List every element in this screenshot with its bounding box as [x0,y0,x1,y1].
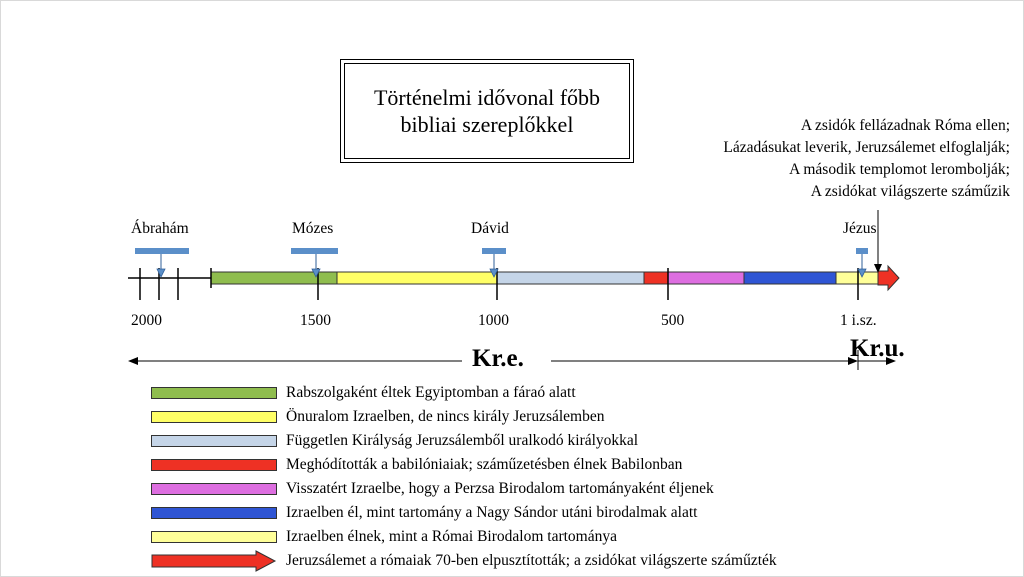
legend-swatch-judges [151,411,277,423]
legend-item [151,382,576,404]
legend-arrow-shape [152,551,275,571]
tick-label-1-isz: 1 i.sz. [840,312,877,329]
legend-text: Visszatért Izraelbe, hogy a Perzsa Birodalom tartományaként éljenek [286,480,714,497]
legend-item [151,406,604,428]
legend-text: Önuralom Izraelben, de nincs király Jeruzsálemben [286,408,605,425]
person-label-jesus: Jézus [843,220,877,237]
tick-label-2000: 2000 [131,312,162,329]
legend-text: Független Királyság Jeruzsálemből uralkodó királyokkal [286,432,639,449]
legend-text: Izraelben élnek, mint a Római Birodalom tartománya [286,528,617,545]
legend-item [151,526,617,548]
marker-bar-abraham [135,248,189,254]
period-bar-judges [337,272,497,284]
period-bar-kingdom [497,272,644,284]
legend-item [151,454,682,476]
period-arrow-destruction [878,266,899,290]
period-bar-babylon [644,272,668,284]
period-bar-persia [668,272,744,284]
note-line: A zsidók fellázadnak Róma ellen; [800,117,1010,134]
legend-swatch-arrow [151,550,277,572]
person-label-abraham: Ábrahám [131,220,189,237]
tick-label-500: 500 [661,312,685,329]
note-line: Lázadásukat leverik, Jeruzsálemet elfoglalják; [723,139,1010,156]
legend-swatch-babylon [151,459,277,471]
legend-item [151,502,697,524]
person-label-moses: Mózes [292,220,334,237]
legend-text: Izraelben él, mint tartomány a Nagy Sándor utáni birodalmak alatt [286,504,698,521]
person-label-david: Dávid [471,220,509,237]
legend-swatch-rome [151,531,277,543]
title-line-2: bibliai szereplőkkel [400,112,574,137]
period-bar-greek [744,272,836,284]
marker-bar-moses [291,248,338,254]
marker-bar-david [482,248,506,254]
legend-swatch-kingdom [151,435,277,447]
legend-item [151,550,777,572]
legend-swatch-persia [151,483,277,495]
legend-text: Jeruzsálemet a rómaiak 70-ben elpusztították; a zsidókat világszerte száműzték [286,552,777,569]
tick-label-1500: 1500 [300,312,331,329]
era-label-bc: Kr.e. [472,345,524,372]
title-box [344,63,630,159]
event-notes [723,115,1010,203]
note-line: A második templomot lerombolják; [789,161,1010,178]
note-line: A zsidókat világszerte száműzik [810,183,1010,200]
legend-text: Rabszolgaként éltek Egyiptomban a fáraó alatt [286,384,576,401]
era-bc-left-arrowhead [128,357,138,365]
marker-pointer-abraham [157,269,165,277]
legend-item [151,430,638,452]
legend-item [151,478,714,500]
legend-swatch-greek [151,507,277,519]
legend-swatch-egypt [151,387,277,399]
era-label-ad: Kr.u. [850,335,905,362]
period-bar-rome [836,272,878,284]
legend-text: Meghódították a babilóniaiak; száműzetésben élnek Babilonban [286,456,683,473]
marker-bar-jesus [856,248,868,254]
tick-label-1000: 1000 [478,312,509,329]
title-line-1: Történelmi idővonal főbb [373,85,601,110]
